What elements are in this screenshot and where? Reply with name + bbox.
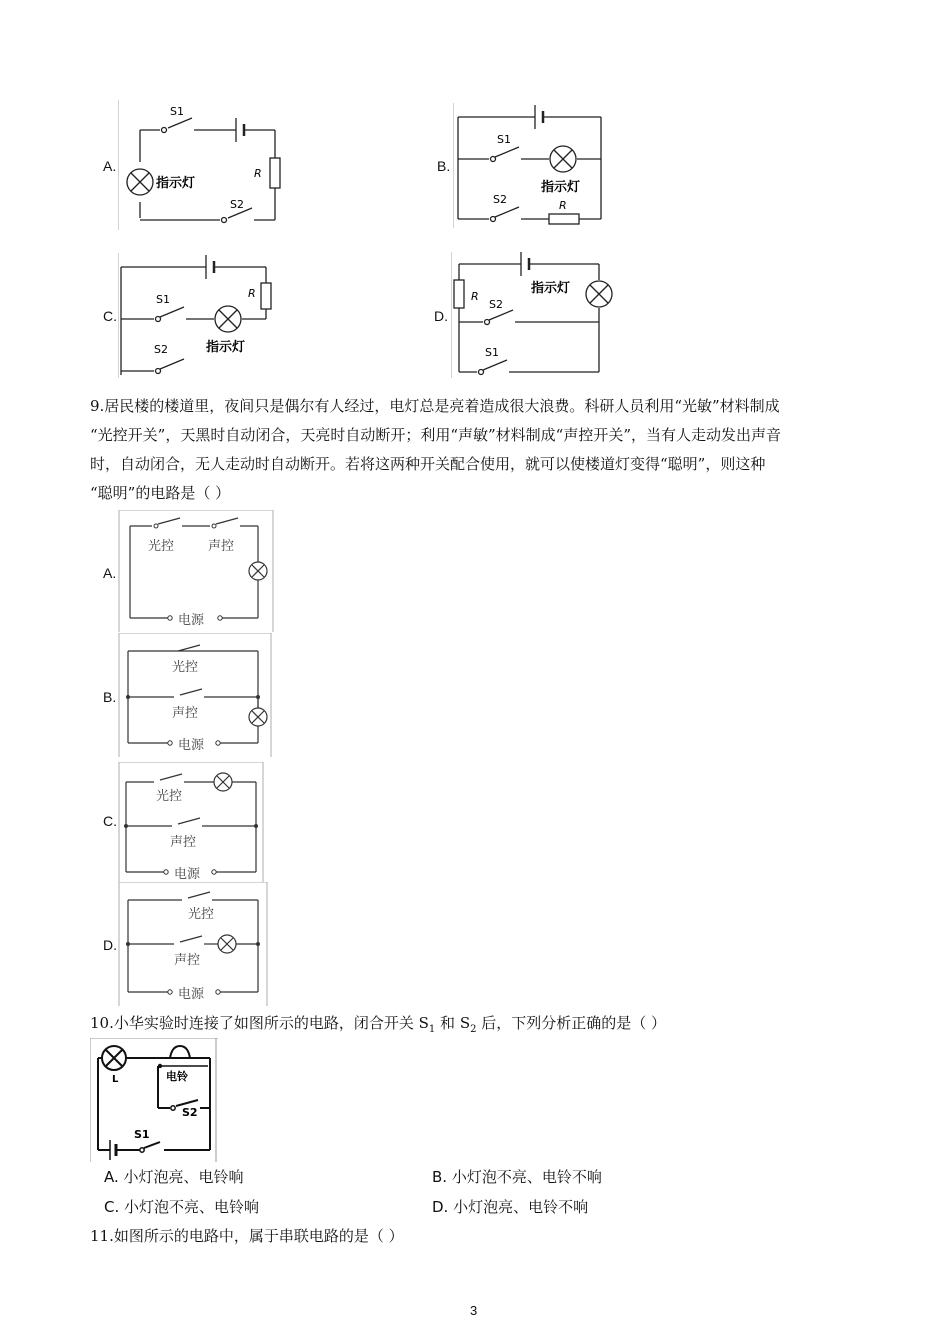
q10-l-label: L	[112, 1074, 119, 1085]
q9-option-a-label: A.	[103, 565, 117, 581]
q10-stem-part: 后，下列分析正确的是（ ）	[476, 1014, 667, 1032]
q9d-power-label: 电源	[178, 987, 205, 1002]
q10-s1-label: S1	[134, 1128, 150, 1141]
q10-bell-label: 电铃	[166, 1070, 188, 1083]
q9a-power-label: 电源	[178, 613, 205, 628]
q8a-r-label: R	[254, 167, 262, 180]
q8c-s2-label: S2	[154, 343, 168, 356]
q8c-s1-label: S1	[156, 293, 170, 306]
q9b-light-label: 光控	[172, 660, 199, 675]
q10-sub-1: 1	[428, 1024, 436, 1035]
q9-stem	[90, 392, 870, 508]
q11-stem: 11.如图所示的电路中，属于串联电路的是（ ）	[90, 1227, 404, 1245]
q9c-power-label: 电源	[174, 867, 201, 882]
q9-option-c-label: C.	[103, 813, 117, 829]
q8d-r-label: R	[471, 290, 479, 303]
q9-stem-line: 9.居民楼的楼道里，夜间只是偶尔有人经过，电灯总是亮着造成很大浪费。科研人员利用“光敏”材料制成	[90, 397, 780, 415]
q10-stem-part: 10.小华实验时连接了如图所示的电路，闭合开关 S	[90, 1014, 429, 1032]
q9b-sound-label: 声控	[172, 706, 199, 721]
q8-option-c-label: C.	[103, 308, 117, 324]
q9d-sound-label: 声控	[174, 953, 201, 968]
q9-option-b-label: B.	[103, 689, 117, 705]
q8b-s2-label: S2	[493, 193, 507, 206]
q9-circuit-a	[118, 510, 275, 632]
q8-option-d-label: D.	[434, 308, 448, 324]
q8-circuit-c	[118, 253, 276, 378]
q8b-s1-label: S1	[497, 133, 511, 146]
q10-option-a[interactable]: A. 小灯泡亮、电铃响	[104, 1168, 244, 1186]
q9b-power-label: 电源	[178, 738, 205, 753]
q9-circuit-c	[118, 762, 265, 884]
q9-stem-line: 时，自动闭合，无人走动时自动断开。若将这两种开关配合使用，就可以使楼道灯变得“聪明”，则这种	[90, 455, 766, 473]
q8-option-b-label: B.	[437, 158, 451, 174]
q9a-light-label: 光控	[148, 539, 175, 554]
q8b-lamp-label: 指示灯	[541, 180, 581, 195]
q8b-r-label: R	[559, 199, 567, 212]
q8-circuit-b	[453, 103, 605, 228]
q8-circuit-a	[118, 100, 284, 230]
q9d-light-label: 光控	[188, 907, 215, 922]
q9-circuit-b	[118, 633, 273, 757]
q8d-s1-label: S1	[485, 346, 499, 359]
q9c-light-label: 光控	[156, 789, 183, 804]
q8a-s2-label: S2	[230, 198, 244, 211]
q10-option-b[interactable]: B. 小灯泡不亮、电铃不响	[432, 1168, 602, 1186]
q9-circuit-d	[118, 882, 269, 1006]
q10-stem-part: 和 S	[435, 1014, 471, 1032]
q9a-sound-label: 声控	[208, 539, 235, 554]
q8d-s2-label: S2	[489, 298, 503, 311]
q9-option-d-label: D.	[103, 937, 117, 953]
q9c-sound-label: 声控	[170, 835, 197, 850]
q10-circuit	[90, 1038, 218, 1162]
q9-stem-line: “聪明”的电路是（ ）	[90, 484, 231, 502]
q8a-s1-label: S1	[170, 105, 184, 118]
q8-circuit-d	[451, 252, 615, 378]
q10-option-d[interactable]: D. 小灯泡亮、电铃不响	[432, 1198, 589, 1216]
q8-option-a-label: A.	[103, 158, 117, 174]
page-number: 3	[470, 1303, 478, 1318]
q9-stem-line: “光控开关”，天黑时自动闭合，天亮时自动断开；利用“声敏”材料制成“声控开关”，当有人走动发出声音	[90, 426, 782, 444]
q8d-lamp-label: 指示灯	[531, 281, 571, 296]
q8c-r-label: R	[248, 287, 256, 300]
q10-sub-2: 2	[470, 1024, 477, 1035]
q10-s2-label: S2	[182, 1106, 198, 1119]
q8a-lamp-label: 指示灯	[156, 176, 196, 191]
q8c-lamp-label: 指示灯	[206, 340, 246, 355]
q10-option-c[interactable]: C. 小灯泡不亮、电铃响	[104, 1198, 260, 1216]
